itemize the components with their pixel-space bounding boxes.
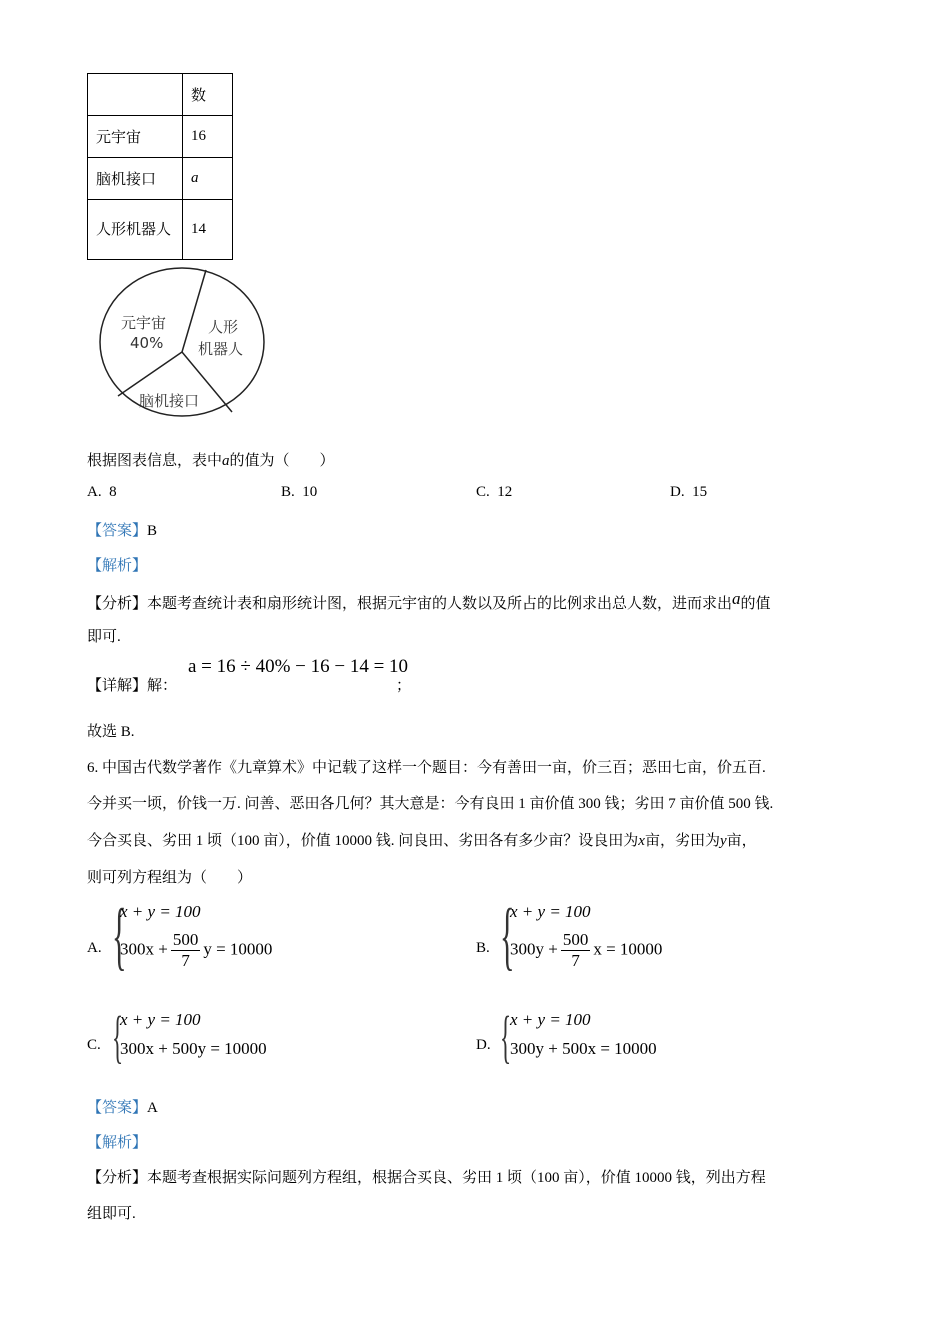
brace-icon: { — [112, 1004, 124, 1069]
brace-icon: { — [500, 1004, 512, 1069]
row-label: 人形机器人 — [88, 200, 183, 260]
q5-answer: 【答案】B — [87, 523, 158, 539]
q6-fenxi: 【分析】本题考查根据实际问题列方程组，根据合买良、劣田 1 顷（100 亩），价值 10000 钱，列出方程 — [87, 1170, 766, 1186]
brace-icon: { — [112, 894, 127, 978]
answer-tag: 【答案】 — [87, 1100, 148, 1116]
row-value: 16 — [183, 116, 233, 158]
table-header-count: 数 — [183, 74, 233, 116]
row-label: 元宇宙 — [88, 116, 183, 158]
q5-fenxi: 【分析】本题考查统计表和扇形统计图，根据元宇宙的人数以及所占的比例求出总人数，进而求出a的值 — [87, 589, 771, 612]
q6-stem-line1: 6. 中国古代数学著作《九章算术》中记载了这样一个题目：今有善田一亩，价三百；恶田七亩，价五百. — [87, 760, 766, 776]
pie-label-renxing-2: 机器人 — [198, 340, 244, 358]
table-row — [88, 116, 233, 158]
q5-option-d: D. 15 — [670, 484, 708, 500]
q5-jiexi-tag: 【解析】 — [87, 558, 148, 574]
q5-fenxi-line2: 即可. — [87, 629, 121, 645]
pie-label-yuanyuzhou: 元宇宙 — [121, 314, 167, 332]
var-a: a — [222, 453, 230, 469]
q5-option-a: A. 8 — [87, 484, 117, 500]
q6-answer: 【答案】A — [87, 1100, 158, 1116]
pie-label-yuanyuzhou-percent: 40% — [130, 334, 164, 352]
pie-label-naoji: 脑机接口 — [139, 392, 200, 410]
row-value: a — [183, 158, 233, 200]
q5-option-b: B. 10 — [281, 484, 318, 500]
table-row — [88, 158, 233, 200]
q6-fenxi-line2: 组即可. — [87, 1206, 136, 1222]
table-row — [88, 200, 233, 260]
q6-stem-line3: 今合买良、劣田 1 顷（100 亩），价值 10000 钱. 问良田、劣田各有多少亩？设良田为x亩，劣田为y亩， — [87, 833, 757, 849]
q5-xiangjie-formula: a = 16 ÷ 40% − 16 − 14 = 10 — [188, 656, 409, 677]
q5-option-c: C. 12 — [476, 484, 513, 500]
row-value: 14 — [183, 200, 233, 260]
statistics-table — [87, 73, 233, 260]
pie-label-renxing-1: 人形 — [208, 318, 239, 336]
table-header-empty — [88, 74, 183, 116]
row-label: 脑机接口 — [88, 158, 183, 200]
brace-icon: { — [500, 894, 515, 978]
answer-tag: 【答案】 — [87, 523, 148, 539]
q5-conclusion: 故选 B. — [87, 724, 135, 740]
q6-jiexi-tag: 【解析】 — [87, 1135, 148, 1151]
q5-stem: 根据图表信息，表中a的值为（ ） — [87, 453, 335, 469]
q5-xiangjie-end: ； — [396, 678, 412, 694]
q6-stem-line2: 今并买一顷，价钱一万. 问善、恶田各几何？其大意是：今有良田 1 亩价值 300 钱；劣田 7 亩价值 500 钱. — [87, 796, 774, 812]
q6-stem-line4: 则可列方程组为（ ） — [87, 870, 253, 886]
q5-xiangjie-tag: 【详解】解： — [87, 678, 178, 694]
